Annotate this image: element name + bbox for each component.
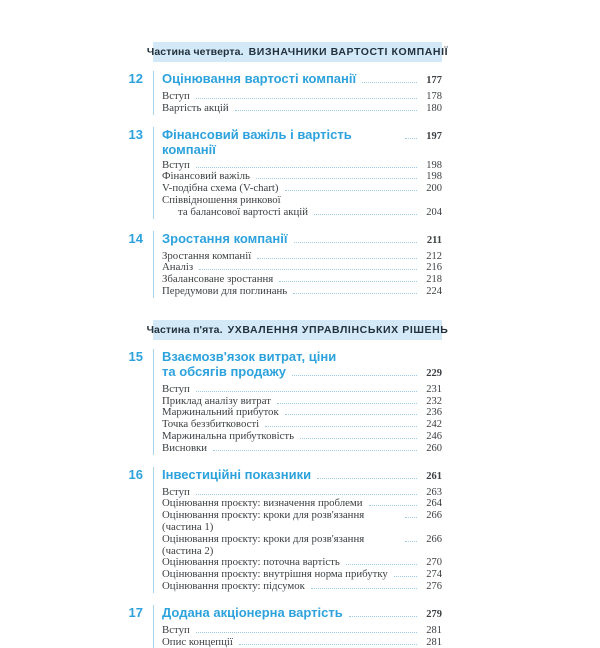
- chapter-body: [153, 71, 442, 115]
- page-number: 229: [426, 367, 442, 379]
- part-heading-part-five: [146, 320, 449, 340]
- toc-entry-label: Приклад аналізу витрат: [162, 394, 271, 407]
- page-number: 211: [426, 234, 442, 246]
- dot-leader: [362, 82, 417, 83]
- toc-entry-label: Точка беззбитковості: [162, 418, 260, 431]
- dot-leader: [199, 269, 417, 270]
- toc-entry-label: Зростання компанії: [162, 249, 252, 262]
- dot-leader: [317, 478, 417, 479]
- page-number: 279: [426, 608, 442, 620]
- part-heading-title: УХВАЛЕННЯ УПРАВЛІНСЬКИХ РІШЕНЬ: [227, 323, 449, 336]
- dot-leader: [311, 588, 417, 589]
- toc-entry: [162, 637, 442, 648]
- chapter-title-text: Фінансовий важіль і вартість компанії: [162, 126, 352, 157]
- page-number: 197: [426, 130, 442, 142]
- page-number: 274: [426, 569, 442, 581]
- toc-entry-label: Передумови для поглинань: [162, 284, 288, 297]
- toc-entry: [162, 207, 442, 219]
- chapter-number: 14: [128, 230, 143, 246]
- toc-entry-label: та балансової вартості акцій: [178, 205, 309, 218]
- dot-leader: [285, 414, 417, 415]
- part-heading-title: ВИЗНАЧНИКИ ВАРТОСТІ КОМПАНІЇ: [248, 46, 449, 58]
- chapter-number: 12: [128, 71, 143, 86]
- toc-entry-label: Фінансовий важіль: [162, 170, 250, 183]
- chapter-title-line: [162, 605, 442, 622]
- toc-entry-label: Вступ: [162, 158, 190, 171]
- dot-leader: [196, 98, 417, 99]
- toc-entry: [162, 251, 442, 263]
- dot-leader: [285, 190, 417, 191]
- chapter-title-text: Зростання компанії: [162, 230, 288, 246]
- dot-leader: [405, 541, 417, 542]
- page-number: 218: [426, 274, 442, 286]
- toc-entry-label: Вступ: [162, 485, 190, 498]
- dot-leader: [196, 494, 417, 495]
- page-number: 270: [426, 557, 442, 569]
- dot-leader: [257, 258, 417, 259]
- toc-entry-label: Співвідношення ринкової: [162, 193, 281, 206]
- chapter-13: [120, 127, 442, 219]
- chapter-body: [153, 127, 442, 219]
- dot-leader: [239, 644, 417, 645]
- toc-entry: [162, 431, 442, 443]
- chapter-items: [162, 91, 442, 115]
- part-heading-prefix: Частина п'ята.: [146, 323, 223, 336]
- dot-leader: [277, 403, 417, 404]
- chapter-items: [162, 251, 442, 298]
- chapter-body: [153, 349, 442, 455]
- chapter-title-text: Взаємозв'язок витрат, ціни: [162, 348, 337, 364]
- part-heading-part-four: [146, 42, 449, 62]
- toc-entry-label: Висновки: [162, 441, 208, 454]
- table-of-contents: [120, 42, 449, 648]
- chapter-title-text: Інвестиційні показники: [162, 466, 312, 482]
- toc-entry-label: Маржинальна прибутковість: [162, 429, 295, 442]
- chapter-title-line: [162, 349, 442, 364]
- page-number: 263: [426, 486, 442, 498]
- book-page: [0, 42, 600, 648]
- toc-entry: [162, 534, 442, 558]
- toc-entry: [162, 443, 442, 455]
- chapter-items: [162, 487, 442, 593]
- toc-entry-label: Вступ: [162, 90, 190, 102]
- chapter-title-line: [162, 71, 442, 88]
- chapter-title-line: [162, 467, 442, 484]
- toc-entry: [162, 581, 442, 593]
- dot-leader: [196, 391, 417, 392]
- dot-leader: [196, 632, 417, 633]
- toc-entry: [162, 286, 442, 298]
- page-number: 261: [426, 470, 442, 482]
- dot-leader: [256, 178, 417, 179]
- page-number: 242: [426, 419, 442, 431]
- toc-entry-label: Оцінювання проєкту: визначення проблеми: [162, 497, 363, 510]
- chapter-items: [162, 625, 442, 648]
- chapter-title-line: [162, 364, 442, 381]
- toc-entry-label: Опис концепції: [162, 635, 233, 648]
- dot-leader: [196, 167, 417, 168]
- dot-leader: [292, 375, 417, 376]
- page-number: 281: [426, 624, 442, 636]
- page-number: 180: [426, 102, 442, 114]
- chapter-title-text: Додана акціонерна вартість: [162, 604, 343, 620]
- dot-leader: [369, 505, 417, 506]
- chapter-title-line: [162, 231, 442, 248]
- toc-entry: [162, 384, 442, 396]
- dot-leader: [405, 517, 417, 518]
- toc-entry: [162, 103, 442, 115]
- page-number: 246: [426, 430, 442, 442]
- toc-entry-label: Оцінювання проєкту: підсумок: [162, 579, 305, 592]
- dot-leader: [394, 576, 417, 577]
- chapter-items: [162, 160, 442, 219]
- dot-leader: [293, 293, 417, 294]
- toc-entry-label: Вступ: [162, 623, 190, 636]
- chapter-body: [153, 467, 442, 593]
- page-number: 276: [426, 580, 442, 592]
- page-number: 264: [426, 498, 442, 510]
- toc-entry-label: Оцінювання проєкту: внутрішня норма прибутку: [162, 568, 388, 581]
- chapter-number: 16: [128, 466, 143, 482]
- page-number: 260: [426, 442, 442, 454]
- chapter-16: [120, 467, 442, 593]
- toc-entry-label: Оцінювання проєкту: кроки для розв'язання (частина 2): [162, 532, 365, 557]
- page-number: 204: [426, 206, 442, 218]
- toc-entry-label: Аналіз: [162, 261, 194, 274]
- page-number: 200: [426, 183, 442, 195]
- page-number: 232: [426, 395, 442, 407]
- page-number: 281: [426, 636, 442, 648]
- toc-entry-label: Збалансоване зростання: [162, 273, 274, 286]
- dot-leader: [314, 214, 417, 215]
- page-number: 177: [426, 75, 442, 86]
- chapter-title-text: Оцінювання вартості компанії: [162, 71, 357, 86]
- toc-entry: [162, 510, 442, 534]
- page-number: 266: [426, 533, 442, 545]
- page-number: 198: [426, 159, 442, 171]
- page-number: 266: [426, 510, 442, 522]
- dot-leader: [235, 110, 417, 111]
- page-number: 198: [426, 171, 442, 183]
- dot-leader: [300, 438, 417, 439]
- toc-entry-label: Вступ: [162, 382, 190, 395]
- dot-leader: [346, 564, 417, 565]
- toc-entry: [162, 195, 442, 207]
- toc-entry-label: Маржинальний прибуток: [162, 406, 279, 419]
- chapter-17: [120, 605, 442, 648]
- page-number: 178: [426, 91, 442, 102]
- toc-entry-label: Оцінювання проєкту: поточна вартість: [162, 556, 340, 569]
- chapter-body: [153, 231, 442, 298]
- dot-leader: [349, 616, 417, 617]
- chapter-title-line: [162, 127, 442, 157]
- chapter-14: [120, 231, 442, 298]
- page-number: 212: [426, 250, 442, 262]
- toc-entry-label: V-подібна схема (V-chart): [162, 182, 279, 195]
- toc-entry-label: Вартість акцій: [162, 101, 229, 114]
- chapter-body: [153, 605, 442, 648]
- page-number: 231: [426, 383, 442, 395]
- chapter-number: 13: [128, 126, 143, 142]
- chapter-12: [120, 71, 442, 115]
- chapter-15: [120, 349, 442, 455]
- dot-leader: [213, 450, 417, 451]
- toc-entry-label: Оцінювання проєкту: кроки для розв'язання (частина 1): [162, 509, 365, 533]
- dot-leader: [265, 426, 417, 427]
- dot-leader: [405, 138, 417, 139]
- dot-leader: [279, 281, 417, 282]
- chapter-number: 15: [128, 348, 143, 364]
- page-number: 216: [426, 262, 442, 274]
- part-heading-prefix: Частина четверта.: [146, 46, 244, 58]
- chapter-number: 17: [128, 604, 143, 620]
- chapter-items: [162, 384, 442, 455]
- page-number: 236: [426, 407, 442, 419]
- toc-entry: [162, 625, 442, 637]
- chapter-title-text: та обсягів продажу: [162, 363, 286, 379]
- dot-leader: [294, 242, 417, 243]
- page-number: 224: [426, 285, 442, 297]
